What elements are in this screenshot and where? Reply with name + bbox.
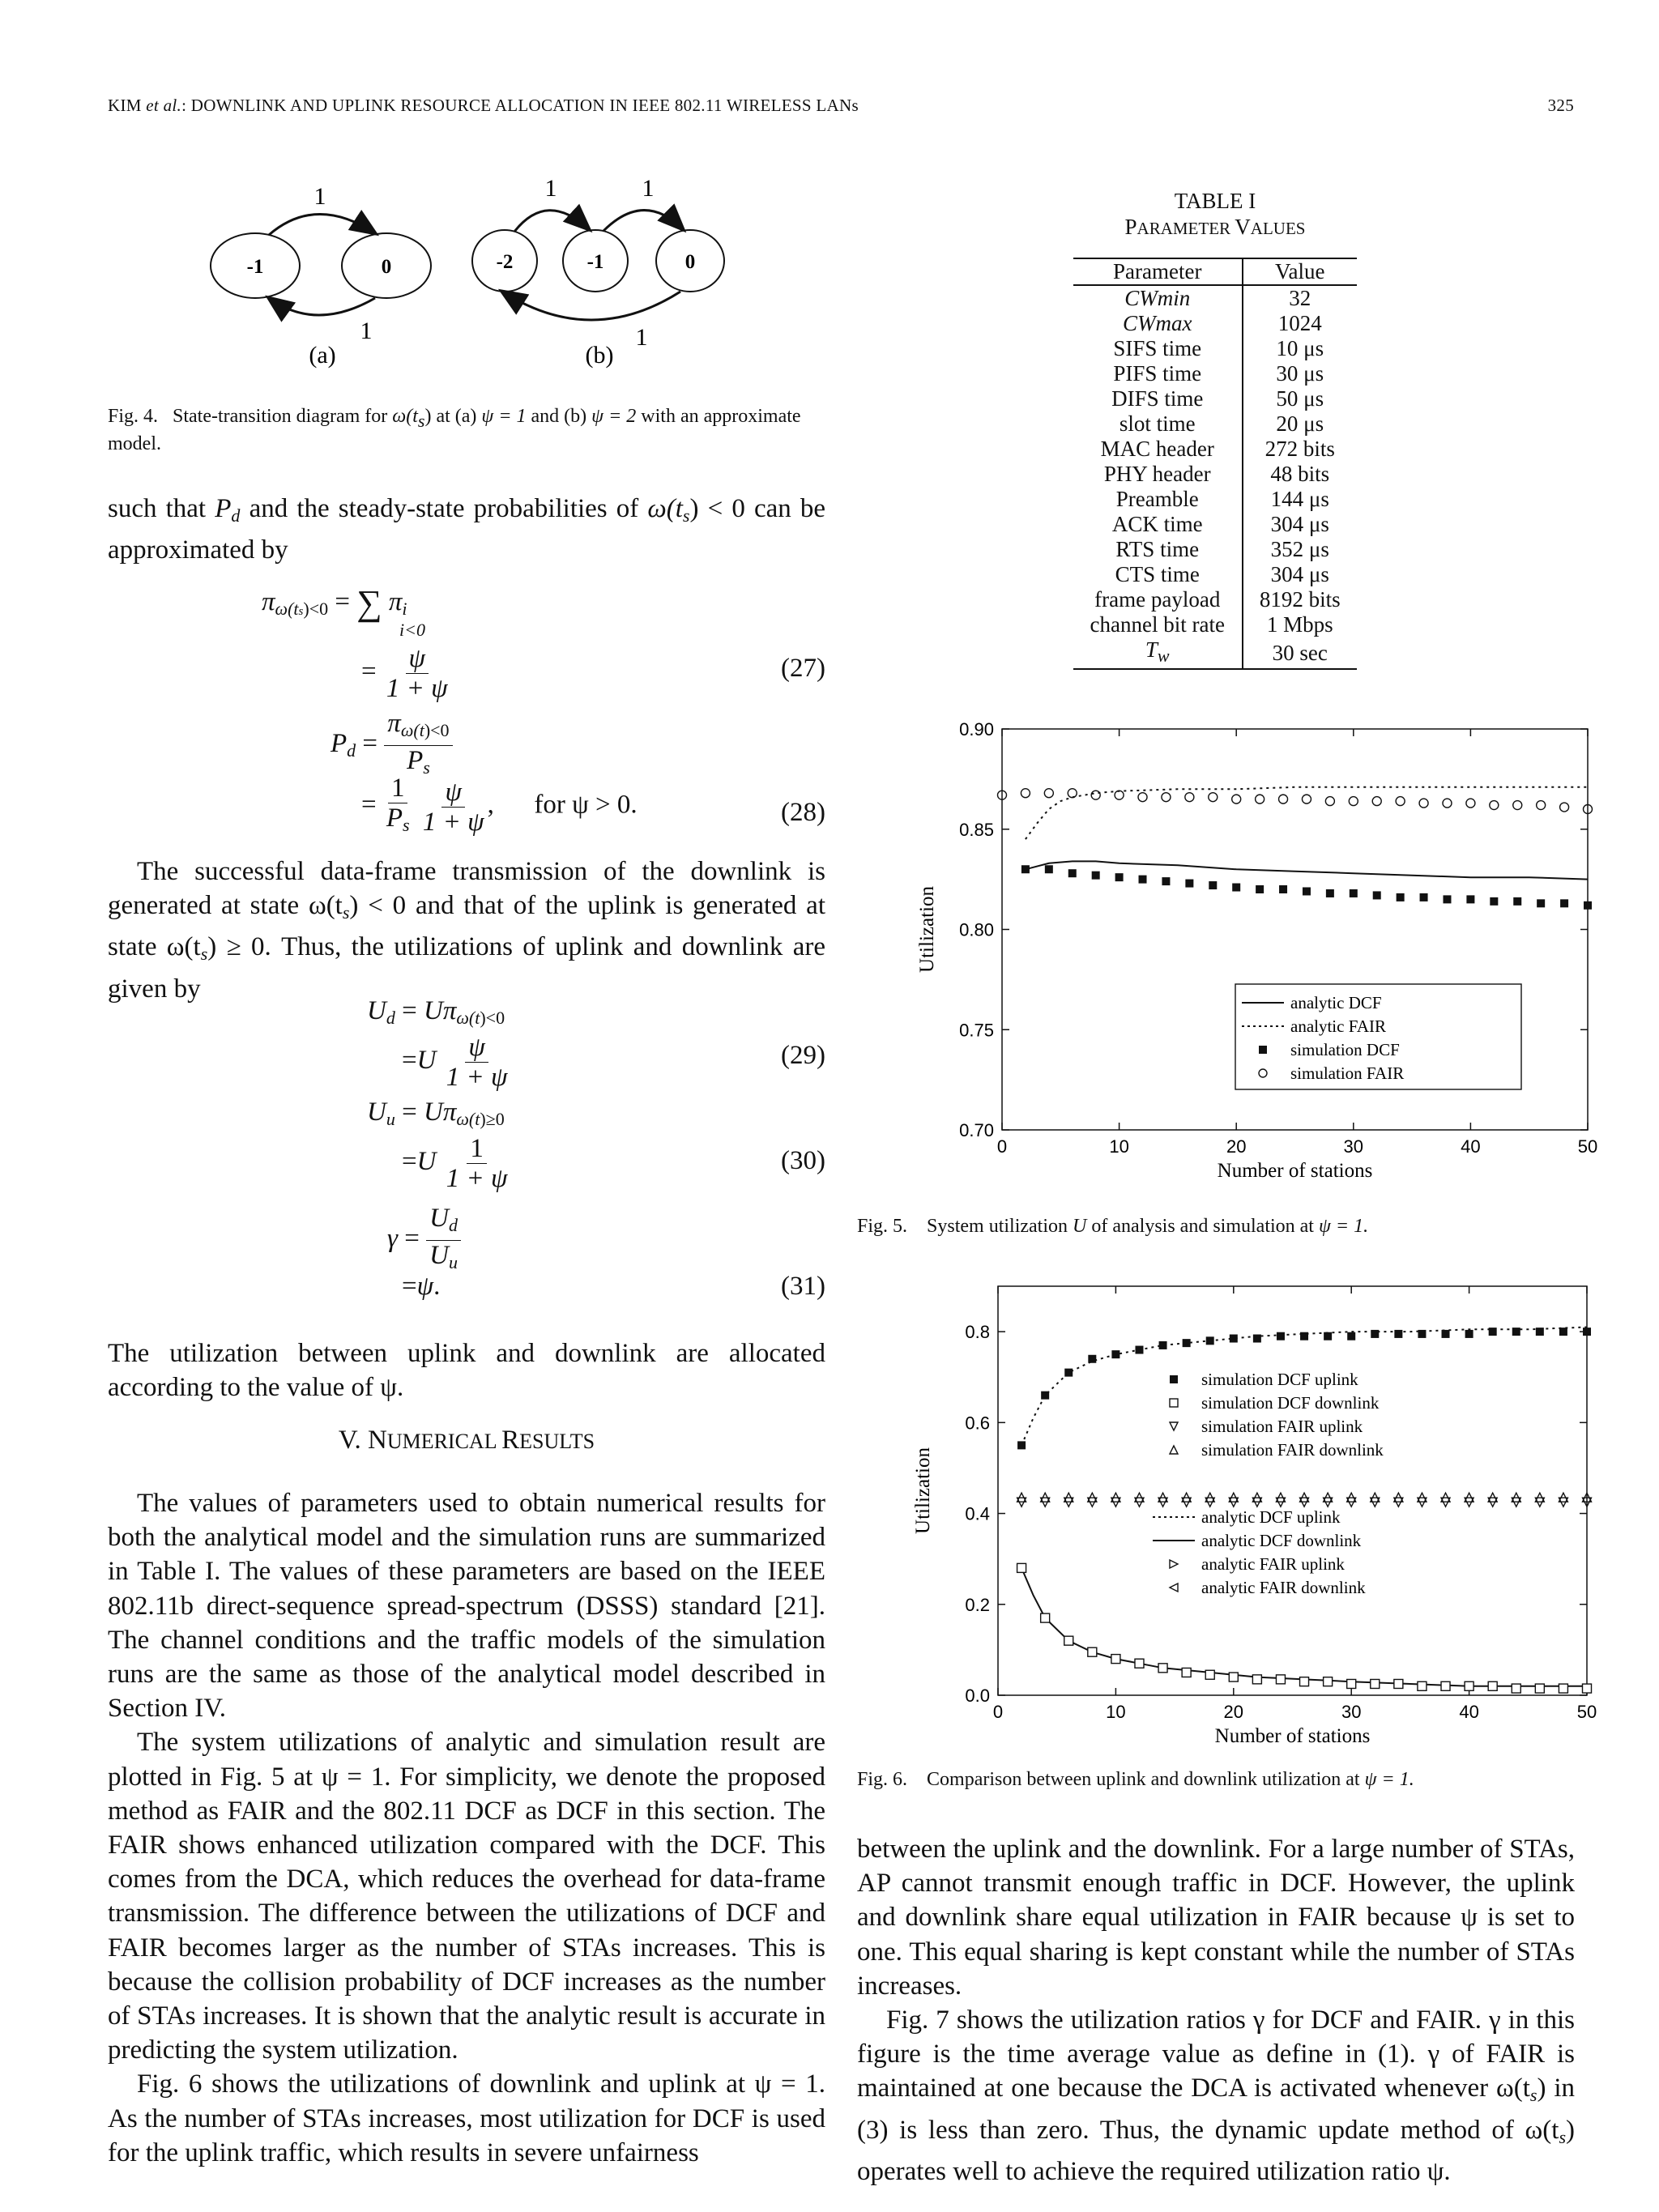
y-axis-label: Utilization xyxy=(916,886,938,973)
body-right xyxy=(857,1832,1575,2189)
paragraph: Fig. 7 shows the utilization ratios γ for DCF and FAIR. γ in this figure is the time average value as define in (1). γ of FAIR is maintained at one because the DCA is activated whenever $\omega(t_s)$ in (3) is less than zero. Thus, the dynamic update method of $\omega(t_s)$ operates well to achieve the required utilization ratio ψ. xyxy=(857,2005,1575,2186)
fig4-diagram xyxy=(194,175,761,381)
legend-label: simulation DCF downlink xyxy=(1201,1393,1380,1413)
data-point xyxy=(1064,1636,1073,1645)
data-point xyxy=(1253,1335,1261,1343)
legend-label: simulation FAIR downlink xyxy=(1201,1440,1384,1460)
data-point xyxy=(1182,1668,1191,1677)
data-point xyxy=(1170,1422,1178,1430)
data-point xyxy=(1536,1328,1544,1336)
transition-arrow xyxy=(269,214,375,235)
data-point xyxy=(1232,795,1241,803)
legend-label: simulation DCF xyxy=(1290,1040,1400,1059)
transition-prob: 1 xyxy=(642,175,655,202)
data-point xyxy=(1044,789,1053,798)
data-point xyxy=(1276,1675,1285,1684)
data-point xyxy=(1259,1046,1267,1054)
y-tick-label: 0.70 xyxy=(959,1120,994,1140)
data-point xyxy=(1209,793,1218,802)
data-point xyxy=(1068,789,1077,798)
data-point xyxy=(1170,1560,1178,1568)
data-point xyxy=(1041,1392,1049,1400)
y-tick-label: 0.90 xyxy=(959,719,994,739)
table-cell-value: 304 μs xyxy=(1270,562,1329,586)
data-point xyxy=(1347,1332,1355,1340)
legend-label: analytic FAIR xyxy=(1290,1016,1387,1036)
y-tick-label: 0.2 xyxy=(965,1594,990,1615)
data-point xyxy=(1206,1336,1214,1345)
page-number: 325 xyxy=(1547,96,1574,115)
table-cell-parameter: CTS time xyxy=(1073,562,1243,587)
table-row xyxy=(1073,637,1357,669)
data-point xyxy=(1045,865,1053,873)
table-cell-value: 272 bits xyxy=(1265,437,1335,461)
data-point xyxy=(1347,1679,1356,1688)
x-tick-label: 10 xyxy=(1106,1702,1126,1722)
x-tick-label: 0 xyxy=(992,1702,1004,1722)
table-row xyxy=(1073,612,1357,637)
state-label: 0 xyxy=(381,256,392,278)
eq-gamma: γ = $\frac{U_d}{U_u}$ xyxy=(387,1204,461,1277)
table-cell-value: 30 μs xyxy=(1276,361,1324,386)
data-point xyxy=(1170,1446,1178,1454)
table-row xyxy=(1073,411,1357,437)
data-point xyxy=(1442,1330,1450,1338)
data-point xyxy=(1092,872,1100,880)
data-point xyxy=(1443,799,1452,808)
fig6-caption: Fig. 6. Comparison between uplink and downlink utilization at ψ = 1. xyxy=(857,1769,1414,1790)
data-point xyxy=(1466,895,1474,903)
data-point xyxy=(1229,1673,1238,1681)
fig4a xyxy=(211,183,431,369)
fig4a-label: (a) xyxy=(309,342,336,369)
data-point xyxy=(1488,1681,1497,1690)
data-point xyxy=(1017,1441,1026,1449)
data-point xyxy=(1279,885,1287,893)
header-etal: et al. xyxy=(146,96,182,115)
data-point xyxy=(1185,880,1193,888)
data-point xyxy=(1394,1679,1403,1688)
eq-number-27: (27) xyxy=(781,654,825,683)
table-cell-parameter: Preamble xyxy=(1073,487,1243,512)
table-row xyxy=(1073,587,1357,612)
eq-number-29: (29) xyxy=(781,1041,825,1070)
data-point xyxy=(1537,801,1546,810)
table1-label: TABLE I xyxy=(1174,189,1256,213)
data-point xyxy=(1465,1681,1473,1690)
table-cell-value: 20 μs xyxy=(1276,411,1324,436)
y-tick-label: 0.75 xyxy=(959,1020,994,1041)
table-cell-parameter: ACK time xyxy=(1073,512,1243,537)
paragraph: between the uplink and the downlink. For a large number of STAs, AP cannot transmit enough traffic in DCF. However, the uplink and downlink share equal utilization in FAIR because ψ is set to one. This equal sharing is kept constant while the number of STAs increases. xyxy=(857,1835,1575,2001)
data-point xyxy=(1490,897,1498,906)
fig4b-label: (b) xyxy=(585,342,614,369)
data-point xyxy=(1068,869,1077,877)
data-point xyxy=(1537,899,1545,907)
table-row xyxy=(1073,462,1357,487)
paragraph: The system utilizations of analytic and simulation result are plotted in Fig. 5 at ψ = 1. For simplicity, we denote the proposed method as FAIR and the 802.11 DCF as DCF in this section. The FAIR shows enhanced utilization compared with the DCF. This comes from the DCA, which reduces the overhead for data-frame transmission. The difference between the utilizations of DCF and FAIR becomes larger as the number of STAs increases. This is because the collision probability of DCF increases as the number of STAs increases. It is shown that the analytic result is accurate in predicting the system utilization. xyxy=(108,1728,825,2065)
data-point xyxy=(1183,1339,1191,1347)
table-cell-value: 30 sec xyxy=(1272,640,1328,665)
table-cell-parameter: PIFS time xyxy=(1073,361,1243,386)
data-point xyxy=(1205,1670,1214,1679)
table-cell-parameter: channel bit rate xyxy=(1073,612,1243,637)
data-point xyxy=(1397,893,1405,901)
data-point xyxy=(1559,1684,1567,1693)
data-point xyxy=(1300,1677,1309,1686)
section-heading: V. NUMERICAL RESULTS xyxy=(338,1426,595,1455)
x-axis-label: Number of stations xyxy=(1217,1160,1373,1182)
x-tick-label: 20 xyxy=(1223,1702,1244,1722)
transition-prob: 1 xyxy=(544,175,557,202)
state-label: -1 xyxy=(586,251,604,273)
data-point xyxy=(1041,1613,1050,1622)
table-row xyxy=(1073,336,1357,361)
x-tick-label: 40 xyxy=(1461,1136,1481,1157)
x-tick-label: 0 xyxy=(996,1136,1008,1157)
table-cell-parameter: CWmin xyxy=(1073,285,1243,311)
state-label: 0 xyxy=(684,251,696,273)
eq-number-31: (31) xyxy=(781,1272,825,1301)
table-cell-parameter: slot time xyxy=(1073,411,1243,437)
transition-prob: 1 xyxy=(313,183,326,210)
legend-label: simulation DCF uplink xyxy=(1201,1370,1358,1389)
eq-pd: $P_d$ = $\frac{\pi_{\omega(t)<0}}{P_s}$ xyxy=(331,709,453,782)
table-cell-parameter: DIFS time xyxy=(1073,386,1243,411)
data-point xyxy=(1465,1330,1473,1338)
table-row xyxy=(1073,361,1357,386)
table-row xyxy=(1073,487,1357,512)
transition-arrow xyxy=(502,292,680,320)
table-header-cell: Parameter xyxy=(1073,258,1243,285)
paragraph: The values of parameters used to obtain numerical results for both the analytical model and the simulation runs are summarized in Table I. The values of these parameters are based on the IEEE 802.11b direct-sequence spread-spectrum (DSSS) standard [21]. The channel conditions and the traffic models of the simulation runs are the same as those of the analytical model described in Section IV. xyxy=(108,1489,825,1724)
data-point xyxy=(1513,801,1522,810)
data-point xyxy=(1170,1583,1178,1592)
table-header-row xyxy=(1073,258,1357,285)
data-point xyxy=(1064,1369,1073,1377)
eq-uu: $U_u = U\pi_{\omega(t)\ge 0}$ xyxy=(367,1097,505,1129)
data-point xyxy=(1583,1328,1591,1336)
data-point xyxy=(1158,1664,1167,1673)
data-point xyxy=(1349,797,1358,806)
data-point xyxy=(1512,1328,1520,1336)
eq-number-30: (30) xyxy=(781,1146,825,1175)
data-point xyxy=(1371,1330,1379,1338)
legend-label: analytic DCF downlink xyxy=(1201,1531,1362,1550)
data-point xyxy=(1583,1684,1592,1693)
data-point xyxy=(1170,1399,1178,1407)
legend-label: analytic DCF xyxy=(1290,993,1382,1012)
data-point xyxy=(1326,889,1334,897)
y-tick-label: 0.0 xyxy=(965,1686,990,1706)
data-point xyxy=(1230,1335,1238,1343)
x-tick-label: 30 xyxy=(1341,1702,1362,1722)
data-point xyxy=(1418,1681,1427,1690)
equations-29-31 xyxy=(108,996,825,1328)
table-cell-parameter: RTS time xyxy=(1073,537,1243,562)
table-cell-value: 10 μs xyxy=(1276,336,1324,360)
table-cell-value: 352 μs xyxy=(1270,537,1329,561)
transition-prob: 1 xyxy=(360,318,373,344)
data-point xyxy=(1111,1350,1120,1358)
eq-28: = $\frac{1}{P_s}$ $\frac{\psi}{1 + \psi}$ , for ψ > 0. xyxy=(361,774,638,837)
data-point xyxy=(1350,889,1358,897)
data-point xyxy=(1420,893,1428,901)
data-point xyxy=(1277,1332,1285,1340)
data-point xyxy=(1325,797,1334,806)
y-tick-label: 0.4 xyxy=(965,1503,990,1524)
data-point xyxy=(1209,881,1217,889)
data-point xyxy=(1088,1647,1097,1656)
parameter-table xyxy=(1073,258,1357,670)
data-point xyxy=(1162,877,1170,885)
table-cell-parameter: MAC header xyxy=(1073,437,1243,462)
x-tick-label: 20 xyxy=(1226,1136,1247,1157)
header-authors: KIM xyxy=(108,96,142,115)
x-tick-label: 10 xyxy=(1109,1136,1129,1157)
table-header-cell: Value xyxy=(1243,258,1358,285)
x-tick-label: 30 xyxy=(1343,1136,1364,1157)
data-point xyxy=(1162,793,1171,802)
x-tick-label: 40 xyxy=(1459,1702,1479,1722)
transition-arrow xyxy=(603,210,683,231)
x-tick-label: 50 xyxy=(1577,1136,1598,1157)
data-point xyxy=(1256,885,1264,893)
data-point xyxy=(1466,799,1475,808)
x-tick-label: 50 xyxy=(1576,1702,1597,1722)
data-point xyxy=(1513,897,1521,906)
table-cell-value: 1 Mbps xyxy=(1266,612,1333,637)
legend-label: analytic FAIR uplink xyxy=(1201,1554,1345,1574)
data-point xyxy=(1490,801,1499,810)
data-point xyxy=(1115,873,1124,881)
data-point xyxy=(1252,1675,1261,1684)
table-cell-parameter: SIFS time xyxy=(1073,336,1243,361)
y-tick-label: 0.6 xyxy=(965,1413,990,1434)
data-point xyxy=(1441,1681,1450,1690)
data-point xyxy=(1512,1684,1520,1693)
y-axis-label: Utilization xyxy=(912,1447,934,1534)
eq-30: =U $\frac{1}{1 + \psi}$ xyxy=(402,1134,508,1193)
data-point xyxy=(1443,895,1451,903)
eq-27: = $\frac{\psi}{1 + \psi}$ xyxy=(361,644,448,703)
table-row xyxy=(1073,437,1357,462)
transition-arrow xyxy=(514,211,589,232)
fig4-caption: Fig. 4. State-transition diagram for ω(ts) at (a) ψ = 1 and (b) ψ = 2 with an approximate model. xyxy=(108,406,801,454)
data-point xyxy=(1300,1332,1308,1340)
data-point xyxy=(1324,1332,1332,1340)
header-title: : DOWNLINK AND UPLINK RESOURCE ALLOCATION IN IEEE 802.11 WIRELESS LANs xyxy=(181,96,859,115)
transition-prob: 1 xyxy=(635,324,648,351)
table-cell-value: 32 xyxy=(1289,286,1311,310)
eq-29: =U $\frac{\psi}{1 + \psi}$ xyxy=(402,1033,508,1092)
table-row xyxy=(1073,562,1357,587)
table-row xyxy=(1073,537,1357,562)
table-cell-value: 144 μs xyxy=(1270,487,1329,511)
data-point xyxy=(1559,1328,1567,1336)
data-point xyxy=(1303,887,1311,895)
x-axis-label: Number of stations xyxy=(1214,1725,1371,1747)
table-cell-value: 50 μs xyxy=(1276,386,1324,411)
table-cell-value: 1024 xyxy=(1277,311,1322,335)
data-point xyxy=(1396,797,1405,806)
table-row xyxy=(1073,311,1357,336)
table-row xyxy=(1073,285,1357,311)
data-point xyxy=(1489,1328,1497,1336)
data-point xyxy=(1232,884,1240,892)
plot-frame xyxy=(998,1286,1587,1695)
table-row xyxy=(1073,386,1357,411)
series-line xyxy=(1026,861,1588,879)
paragraph: Fig. 6 shows the utilizations of downlink and uplink at ψ = 1. As the number of STAs increases, most utilization for DCF is used for the uplink traffic, which results in severe unfairness xyxy=(108,2069,825,2167)
table-cell-parameter: PHY header xyxy=(1073,462,1243,487)
data-point xyxy=(1419,799,1428,808)
data-point xyxy=(1138,793,1147,802)
data-point xyxy=(1021,789,1030,798)
table-cell-value: 304 μs xyxy=(1270,512,1329,536)
data-point xyxy=(1279,795,1288,803)
data-point xyxy=(1111,1655,1120,1664)
data-point xyxy=(1091,791,1100,799)
data-point xyxy=(1170,1375,1178,1383)
paragraph: The utilization between uplink and downlink are allocated according to the value of ψ. xyxy=(108,1339,825,1403)
fig5-chart xyxy=(899,705,1598,1191)
eq-pi-lt0: $\pi_{\omega(ts)<0}$ = ∑ $\pi_i$ xyxy=(262,583,407,623)
transition-arrow xyxy=(269,298,375,315)
table-cell-parameter: CWmax xyxy=(1073,311,1243,336)
y-tick-label: 0.80 xyxy=(959,919,994,940)
y-tick-label: 0.8 xyxy=(965,1322,990,1343)
data-point xyxy=(1324,1677,1333,1686)
data-point xyxy=(1394,1330,1402,1338)
y-tick-label: 0.85 xyxy=(959,819,994,840)
eq-number-28: (28) xyxy=(781,798,825,827)
data-point xyxy=(1560,899,1568,907)
data-point xyxy=(1302,795,1311,803)
legend-label: simulation FAIR xyxy=(1290,1063,1405,1083)
data-point xyxy=(1418,1330,1426,1338)
data-point xyxy=(1185,793,1194,802)
data-point xyxy=(1584,901,1592,910)
table-cell-value: 48 bits xyxy=(1270,462,1330,486)
table1-title: TABLE I PARAMETER VALUES xyxy=(1073,188,1357,241)
state-label: -2 xyxy=(496,251,514,273)
fig5-caption: Fig. 5. System utilization U of analysis and simulation at ψ = 1. xyxy=(857,1216,1369,1237)
fig6-chart xyxy=(899,1264,1597,1750)
data-point xyxy=(1088,1355,1096,1363)
equations-27-28: $\pi_{\omega(ts)<0}$ = ∑ $\pi_i$ i<0 = $\frac{\psi}{1 + \psi}$ (27) $P_d$ = $\frac{\pi_{\omega(t)<0}}{P_s}$ = $\frac{1}{P_s}$ $\frac{\psi}{1 + \psi}$ , for ψ > 0. (28) xyxy=(108,563,825,855)
legend-label: analytic DCF uplink xyxy=(1201,1507,1341,1527)
data-point xyxy=(1135,1659,1144,1668)
paragraph: such that $P_d$ and the steady-state probabilities of $\omega(t_s) < 0$ can be approximated by xyxy=(108,494,826,565)
table-cell-parameter: $T_w$ xyxy=(1073,637,1243,669)
table-row xyxy=(1073,512,1357,537)
data-point xyxy=(1560,803,1569,812)
running-header xyxy=(108,96,1574,116)
fig4-caption-prefix: Fig. 4. xyxy=(108,406,159,427)
data-point xyxy=(1017,1563,1026,1572)
legend-label: simulation FAIR uplink xyxy=(1201,1417,1363,1436)
data-point xyxy=(1135,1346,1143,1354)
body-left xyxy=(108,1486,825,2170)
data-point xyxy=(1159,1341,1167,1349)
table-cell-parameter: frame payload xyxy=(1073,587,1243,612)
data-point xyxy=(1373,891,1381,899)
data-point xyxy=(1256,795,1265,803)
data-point xyxy=(1371,1679,1380,1688)
data-point xyxy=(1372,797,1381,806)
fig4b xyxy=(472,175,724,369)
eq-31: =ψ. xyxy=(402,1272,441,1301)
data-point xyxy=(1535,1684,1544,1693)
data-point xyxy=(1139,876,1147,884)
legend-label: analytic FAIR downlink xyxy=(1201,1578,1366,1597)
paragraph: The successful data-frame transmission of the downlink is generated at state $\omega(t_s) < 0$ and that of the uplink is generated at state $\omega(t_s) \ge 0$. Thus, the utilizations of uplink and downlink are given by xyxy=(108,857,825,1004)
eq-ud: $U_d = U\pi_{\omega(t)<0}$ xyxy=(367,996,505,1028)
table-cell-value: 8192 bits xyxy=(1259,587,1341,612)
state-label: -1 xyxy=(246,256,264,278)
data-point xyxy=(1115,791,1124,799)
data-point xyxy=(1021,865,1030,873)
